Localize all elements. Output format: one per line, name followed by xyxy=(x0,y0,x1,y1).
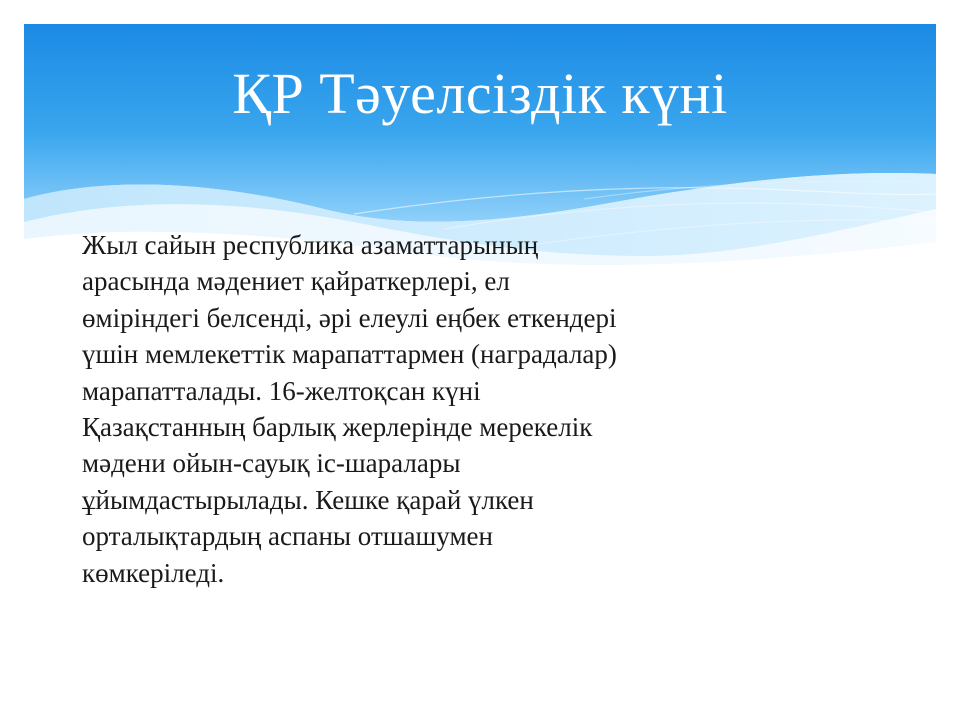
slide-title: ҚР Тәуелсіздік күні xyxy=(232,61,728,126)
body-paragraph: Жыл сайын республика азаматтарының арасында мәдениет қайраткерлері, ел өміріндегі белсенді, әрі елеулі еңбек еткендері үшін мемлекеттік марапаттармен (наградалар) марапатталады. 16-желтоқсан күні Қазақстанның барлық жерлерінде мерекелік мәдени ойын-сауық іс-шаралары ұйымдастырылады. Кешке қарай үлкен орталықтардың аспаны отшашумен көмкеріледі. xyxy=(82,230,617,588)
